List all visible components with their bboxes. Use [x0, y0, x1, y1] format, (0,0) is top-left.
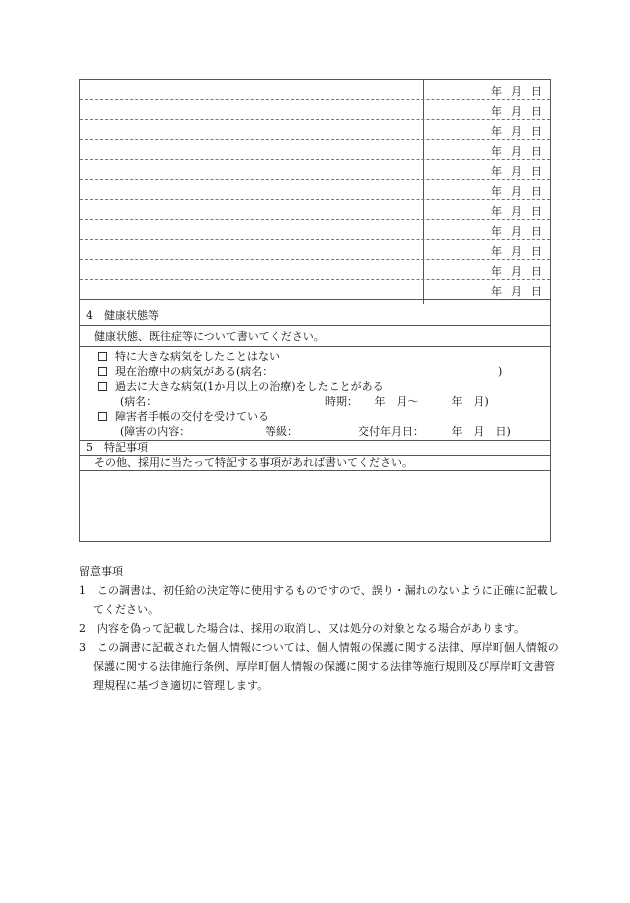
year-label: 年 — [491, 165, 502, 178]
date-label — [491, 243, 542, 259]
history-row[interactable] — [80, 100, 550, 120]
date-label — [491, 143, 542, 159]
year-label: 年 — [491, 145, 502, 158]
year-label: 年 — [491, 225, 502, 238]
day-label: 日 — [531, 185, 542, 198]
month-label: 月 — [511, 85, 522, 98]
remarks-area[interactable] — [80, 471, 550, 541]
month-label: 月 — [511, 225, 522, 238]
section4-heading: 4 健康状態等 — [86, 309, 159, 322]
history-row[interactable] — [80, 140, 550, 160]
history-row[interactable] — [80, 180, 550, 200]
form-frame — [79, 79, 551, 542]
date-label — [491, 163, 542, 179]
checkbox-icon[interactable] — [98, 412, 107, 421]
disability-grade: 等級： — [265, 425, 298, 438]
year-label: 年 — [491, 205, 502, 218]
year-label: 年 — [491, 245, 502, 258]
month-label: 月 — [511, 285, 522, 298]
year-label: 年 — [491, 125, 502, 138]
history-row[interactable] — [80, 280, 550, 300]
disability-date: 交付年月日： 年 月 日) — [358, 425, 511, 438]
year-label: 年 — [491, 185, 502, 198]
month-label: 月 — [511, 185, 522, 198]
month-label: 月 — [511, 245, 522, 258]
option-label: 過去に大きな病気(1か月以上の治療)をしたことがある — [115, 380, 384, 393]
option-label: 障害者手帳の交付を受けている — [115, 410, 269, 423]
health-option-disability[interactable] — [98, 410, 269, 424]
option-label: 現在治療中の病気がある(病名： — [115, 365, 274, 378]
day-label: 日 — [531, 205, 542, 218]
option-label: 特に大きな病気をしたことはない — [115, 350, 280, 363]
month-label: 月 — [511, 105, 522, 118]
day-label: 日 — [531, 245, 542, 258]
notes-title: 留意事項 — [79, 565, 123, 578]
day-label: 日 — [531, 285, 542, 298]
history-row[interactable] — [80, 220, 550, 240]
checkbox-icon[interactable] — [98, 367, 107, 376]
note-item-1: 1 この調書は、初任給の決定等に使用するものですので、誤り・漏れのないように正確に記載してください。 — [79, 584, 559, 616]
divider — [80, 440, 550, 441]
health-option-none[interactable] — [98, 350, 280, 364]
history-row[interactable] — [80, 200, 550, 220]
day-label: 日 — [531, 225, 542, 238]
date-label — [491, 263, 542, 279]
health-option-current[interactable] — [98, 365, 273, 379]
day-label: 日 — [531, 85, 542, 98]
day-label: 日 — [531, 125, 542, 138]
history-row[interactable] — [80, 120, 550, 140]
history-row[interactable] — [80, 160, 550, 180]
note-item-3: 3 この調書に記載された個人情報については、個人情報の保護に関する法律、厚岸町個人情報の保護に関する法律施行条例、厚岸町個人情報の保護に関する法律等施行規則及び厚岸町文書管理規程に基づき適切に管理します。 — [79, 641, 559, 692]
history-row[interactable] — [80, 260, 550, 280]
history-row[interactable] — [80, 240, 550, 260]
notes-section — [79, 562, 559, 695]
year-label: 年 — [491, 285, 502, 298]
health-option-past[interactable] — [98, 380, 384, 394]
date-label — [491, 103, 542, 119]
month-label: 月 — [511, 205, 522, 218]
past-disease-period: 時期： 年 月～ 年 月) — [325, 395, 489, 408]
disability-content: (障害の内容： — [120, 425, 191, 438]
date-label — [491, 203, 542, 219]
disease-name-close: ) — [498, 365, 503, 378]
past-disease-name: (病名： — [120, 395, 158, 408]
note-item-2: 2 内容を偽って記載した場合は、採用の取消し、又は処分の対象となる場合があります。 — [79, 622, 526, 635]
date-label — [491, 123, 542, 139]
date-label — [491, 223, 542, 239]
section4-instruction: 健康状態、既往症等について書いてください。 — [94, 330, 325, 343]
day-label: 日 — [531, 265, 542, 278]
history-row[interactable] — [80, 80, 550, 100]
year-label: 年 — [491, 85, 502, 98]
year-label: 年 — [491, 265, 502, 278]
checkbox-icon[interactable] — [98, 352, 107, 361]
year-label: 年 — [491, 105, 502, 118]
section5-instruction: その他、採用に当たって特記する事項があれば書いてください。 — [94, 456, 413, 469]
checkbox-icon[interactable] — [98, 382, 107, 391]
date-label — [491, 83, 542, 99]
month-label: 月 — [511, 265, 522, 278]
divider — [80, 325, 550, 326]
month-label: 月 — [511, 145, 522, 158]
date-label — [491, 283, 542, 299]
date-label — [491, 183, 542, 199]
month-label: 月 — [511, 125, 522, 138]
month-label: 月 — [511, 165, 522, 178]
day-label: 日 — [531, 145, 542, 158]
divider — [80, 346, 550, 347]
day-label: 日 — [531, 105, 542, 118]
day-label: 日 — [531, 165, 542, 178]
section5-heading: 5 特記事項 — [86, 441, 148, 454]
